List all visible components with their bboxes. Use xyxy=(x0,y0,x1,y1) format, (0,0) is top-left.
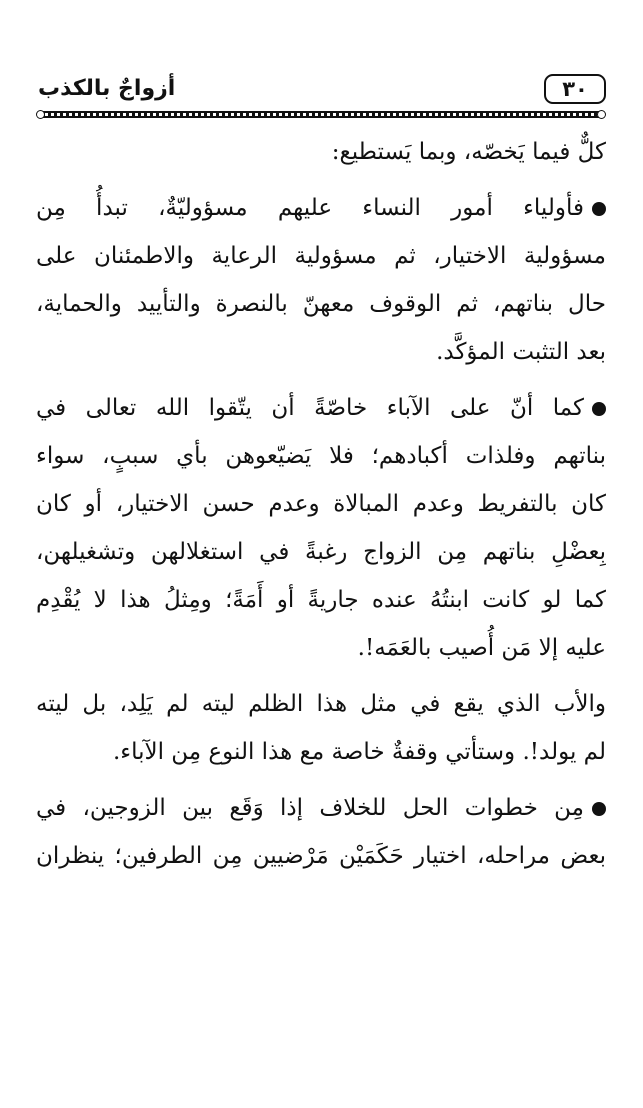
paragraph-1 xyxy=(36,128,606,176)
text-line xyxy=(36,784,606,832)
bullet-icon xyxy=(592,402,606,416)
line-text: مِن خطوات الحل للخلاف إذا وَقَع بين الزوجين، في xyxy=(36,795,584,821)
paragraph-3 xyxy=(36,384,606,672)
text-line: حال بناتهم، ثم الوقوف معهنّ بالنصرة والتأييد والحماية، xyxy=(36,291,606,317)
text-line: بِعضْلِ بناتهم مِن الزواج رغبةً في استغلالهن وتشغيلهن، xyxy=(36,539,606,565)
bullet-icon xyxy=(592,202,606,216)
text-line: بعض مراحله، اختيار حَكَمَيْن مَرْضيين مِن الطرفين؛ ينظران xyxy=(36,843,606,869)
rule-cap-left xyxy=(36,110,45,119)
rule-line-bottom xyxy=(40,116,602,118)
paragraph-5 xyxy=(36,784,606,880)
header-ornamental-rule xyxy=(36,110,606,119)
rule-cap-right xyxy=(597,110,606,119)
text-line xyxy=(36,384,606,432)
body-text xyxy=(36,128,606,880)
line-text: فأولياء أمور النساء عليهم مسؤوليّةٌ، تبدأُ مِن xyxy=(36,195,584,221)
text-line: كلٌّ فيما يَخصّه، وبما يَستطيع: xyxy=(331,139,606,165)
text-line: كان بالتفريط وعدم المبالاة وعدم حسن الاختيار، أو كان xyxy=(36,491,606,517)
text-line: بناتهم وفلذات أكبادهم؛ فلا يَضيّعوهن بأي سببٍ، سواء xyxy=(36,443,606,469)
text-line: بعد التثبت المؤكَّد. xyxy=(436,339,606,365)
text-line: عليه إلا مَن أُصيب بالعَمَه!. xyxy=(357,635,606,661)
running-title: أزواجٌ بالكذب xyxy=(38,76,176,101)
text-line: مسؤولية الاختيار، ثم مسؤولية الرعاية والاطمئنان على xyxy=(36,243,606,269)
paragraph-4 xyxy=(36,680,606,776)
line-text: كما أنّ على الآباء خاصّةً أن يتّقوا الله تعالى في xyxy=(36,395,584,421)
paragraph-2 xyxy=(36,184,606,376)
page-number: ٣٠ xyxy=(544,74,606,104)
text-line: لم يولد!. وستأتي وقفةٌ خاصة مع هذا النوع مِن الآباء. xyxy=(112,739,606,765)
bullet-icon xyxy=(592,802,606,816)
page-header xyxy=(36,74,606,108)
text-line: كما لو كانت ابنتُهُ عنده جاريةً أو أَمَةً؛ ومِثلُ هذا لا يُقْدِم xyxy=(36,587,606,613)
text-line xyxy=(36,184,606,232)
text-line: والأب الذي يقع في مثل هذا الظلم ليته لم يَلِد، بل ليته xyxy=(36,691,606,717)
